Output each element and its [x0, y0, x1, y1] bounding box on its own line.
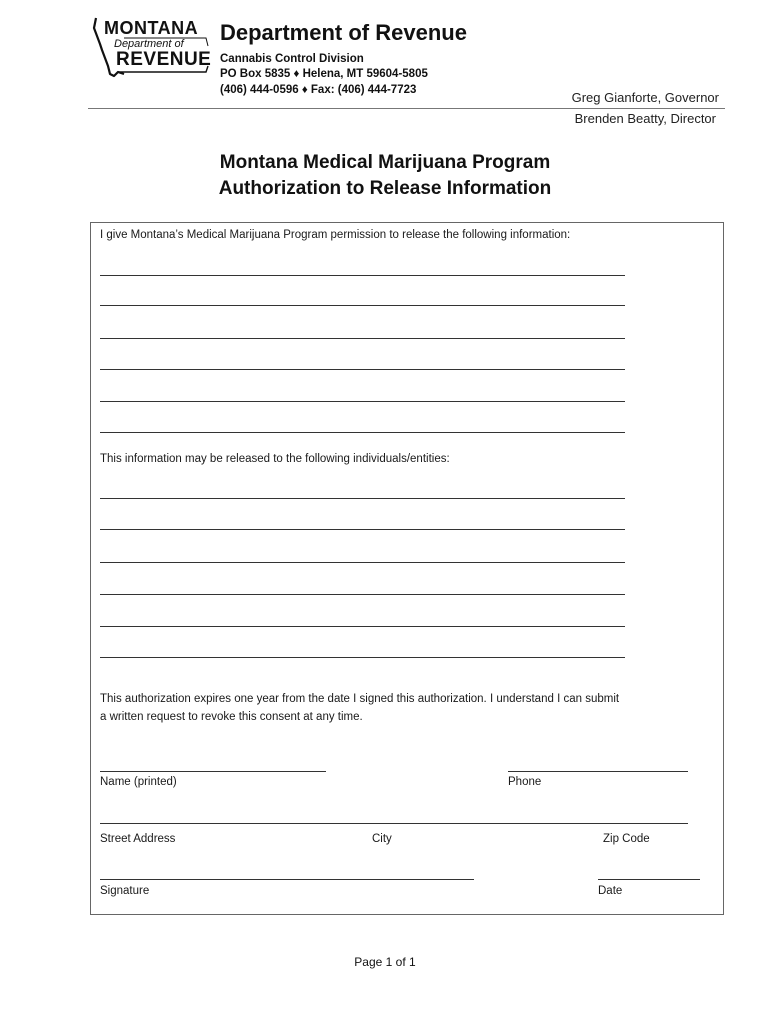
release-statement: I give Montana’s Medical Marijuana Program permission to release the following information: [100, 229, 571, 241]
name-field[interactable] [100, 771, 326, 772]
date-label: Date [598, 885, 623, 897]
address-field[interactable] [100, 823, 688, 824]
recipient-line-3[interactable] [100, 562, 625, 563]
release-info-line-6[interactable] [100, 432, 625, 433]
signature-label: Signature [100, 885, 150, 897]
mailing-address: PO Box 5835 ♦ Helena, MT 59604-5805 [220, 68, 428, 80]
release-info-line-5[interactable] [100, 401, 625, 402]
logo-montana-text: MONTANA [104, 18, 199, 38]
expiry-statement-line2: a written request to revoke this consent at any time. [100, 711, 363, 723]
division-name: Cannabis Control Division [220, 53, 364, 65]
recipient-line-1[interactable] [100, 498, 625, 499]
logo-department-text: Department of [114, 38, 184, 50]
phone-field[interactable] [508, 771, 688, 772]
recipient-statement: This information may be released to the following individuals/entities: [100, 453, 450, 465]
release-info-line-4[interactable] [100, 369, 625, 370]
phone-fax: (406) 444-0596 ♦ Fax: (406) 444-7723 [220, 84, 417, 96]
page-number: Page 1 of 1 [354, 955, 416, 969]
expiry-statement-line1: This authorization expires one year from the date I signed this authorization. I understand I can submit [100, 693, 620, 705]
montana-dor-logo [88, 14, 216, 86]
department-title: Department of Revenue [220, 20, 467, 45]
director-name: Brenden Beatty, Director [574, 111, 716, 126]
zip-code-label: Zip Code [603, 833, 650, 845]
signature-field[interactable] [100, 879, 474, 880]
release-info-line-1[interactable] [100, 275, 625, 276]
logo-revenue-text: REVENUE [116, 49, 212, 70]
recipient-line-6[interactable] [100, 657, 625, 658]
recipient-line-5[interactable] [100, 626, 625, 627]
header-divider [88, 108, 725, 109]
phone-label: Phone [508, 776, 542, 788]
form-title-line2: Authorization to Release Information [218, 178, 552, 199]
release-info-line-3[interactable] [100, 338, 625, 339]
authorization-form-box [90, 222, 724, 915]
recipient-line-4[interactable] [100, 594, 625, 595]
release-info-line-2[interactable] [100, 305, 625, 306]
governor-name: Greg Gianforte, Governor [571, 90, 719, 105]
name-label: Name (printed) [100, 776, 177, 788]
date-field[interactable] [598, 879, 700, 880]
form-title-line1: Montana Medical Marijuana Program [219, 152, 551, 173]
recipient-line-2[interactable] [100, 529, 625, 530]
city-label: City [372, 833, 392, 845]
street-address-label: Street Address [100, 833, 176, 845]
